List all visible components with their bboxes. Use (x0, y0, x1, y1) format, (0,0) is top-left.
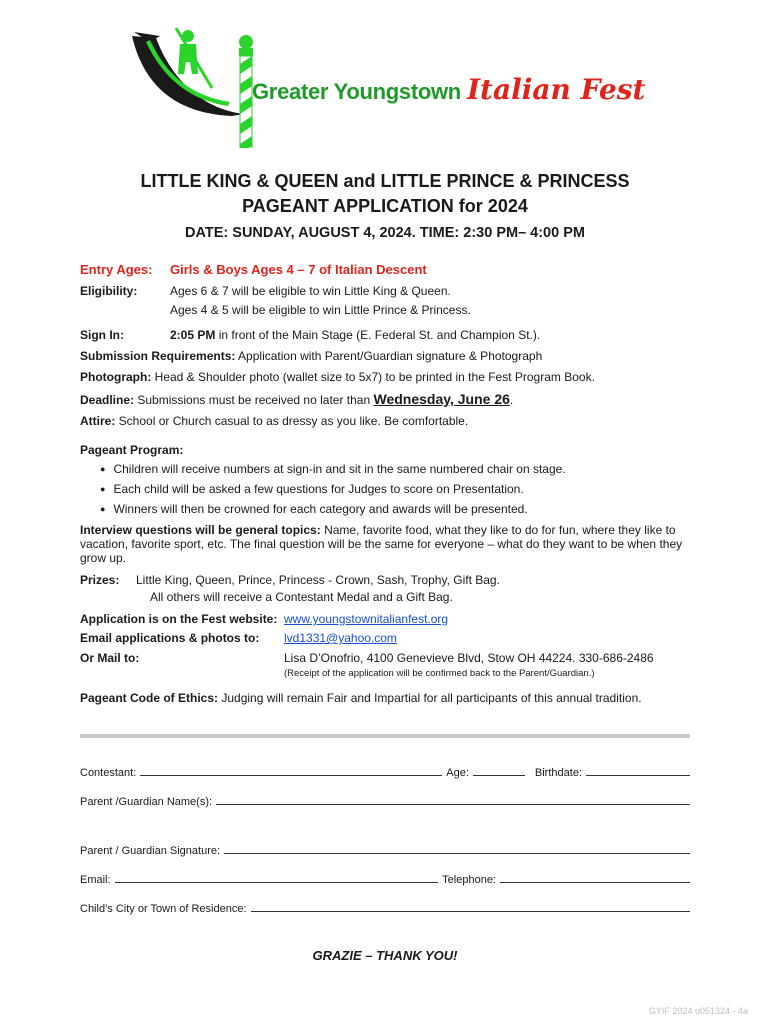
attire-label: Attire: (80, 414, 116, 428)
program-label (80, 443, 183, 457)
submission-value: Application with Parent/Guardian signature & Photograph (235, 349, 543, 363)
email-row (80, 631, 397, 645)
eligibility-line1: Ages 6 & 7 will be eligible to win Little King & Queen. (170, 284, 451, 298)
deadline-end: . (509, 393, 514, 407)
email-label: Email applications & photos to: (80, 631, 260, 645)
prizes-row (80, 573, 500, 587)
program-label-text: Pageant Program: (80, 443, 184, 457)
parent-names-label: Parent /Guardian Name(s): (80, 796, 213, 808)
entry-ages-value: Girls & Boys Ages 4 – 7 of Italian Descent (170, 262, 427, 277)
list-item: ● Each child will be asked a few questions for Judges to score on Presentation. (100, 482, 566, 502)
festival-name-part1: Greater Youngstown (252, 79, 461, 104)
birthdate-input[interactable] (586, 765, 690, 776)
ethics-row (80, 691, 642, 705)
signature-label: Parent / Guardian Signature: (80, 845, 221, 857)
deadline-label: Deadline: (80, 393, 135, 407)
mail-note: (Receipt of the application will be confirmed back to the Parent/Guardian.) (284, 668, 595, 679)
eligibility-line2: Ages 4 & 5 will be eligible to win Little Prince & Princess. (170, 303, 471, 317)
website-label: Application is on the Fest website: (80, 612, 278, 626)
photograph-value: Head & Shoulder photo (wallet size to 5x7) to be printed in the Fest Program Book. (151, 370, 595, 384)
festival-name-part2: Italian Fest (466, 73, 646, 106)
parent-names-row (80, 794, 690, 808)
telephone-label: Telephone: (442, 874, 496, 886)
thank-you: GRAZIE – THANK YOU! (312, 948, 458, 963)
program-list (100, 462, 566, 522)
submission-label: Submission Requirements: (80, 349, 236, 363)
parent-names-input[interactable] (216, 794, 690, 805)
eligibility-label: Eligibility: (80, 284, 138, 298)
birthdate-label: Birthdate: (534, 767, 582, 779)
divider (80, 734, 690, 738)
mail-label: Or Mail to: (80, 651, 140, 665)
city-label: Child’s City or Town of Residence: (80, 903, 247, 915)
prizes-line1: Little King, Queen, Prince, Princess - Crown, Sash, Trophy, Gift Bag. (136, 573, 500, 587)
age-label: Age: (446, 767, 469, 779)
email-link[interactable]: lvd1331@yahoo.com (284, 631, 397, 645)
page-title-line1: LITTLE KING & QUEEN and LITTLE PRINCE & PRINCESS (140, 171, 630, 191)
sign-in-location: in front of the Main Stage (E. Federal St. and Champion St.). (215, 328, 541, 342)
ethics-value: Judging will remain Fair and Impartial for all participants of this annual tradition. (218, 691, 642, 705)
entry-ages-row (80, 262, 427, 277)
website-row (80, 612, 449, 626)
contestant-field-row (80, 765, 690, 779)
email-telephone-row (80, 872, 690, 886)
deadline-row (80, 391, 513, 407)
telephone-input[interactable] (500, 872, 690, 883)
photograph-label: Photograph: (80, 370, 152, 384)
signature-row (80, 843, 690, 857)
footer-code: GYIF 2024 u051324 - 4a (648, 1006, 748, 1016)
page-title-line2: PAGEANT APPLICATION for 2024 (242, 196, 528, 216)
entry-ages-label: Entry Ages: (80, 262, 153, 277)
sign-in-time: 2:05 PM (170, 328, 216, 342)
interview-paragraph (80, 523, 690, 565)
attire-value: School or Church casual to as dressy as you like. Be comfortable. (115, 414, 469, 428)
attire-row (80, 414, 468, 428)
mail-row (80, 651, 654, 665)
submission-row (80, 349, 542, 363)
interview-value: Name, favorite food, what they like to do for fun, where they like to vacation, favorite sport, etc. The final question will be the same for everyone – what do they want to be when they grow up. (80, 523, 683, 565)
list-item: ● Children will receive numbers at sign-in and sit in the same numbered chair on stage. (100, 462, 566, 482)
form-email-label: Email: (80, 874, 111, 886)
deadline-value: Submissions must be received no later than (134, 393, 374, 407)
interview-label: Interview questions will be general topics: (80, 523, 321, 537)
list-item: ● Winners will then be crowned for each category and awards will be presented. (100, 502, 566, 522)
contestant-input[interactable] (140, 765, 442, 776)
contestant-label: Contestant: (80, 767, 137, 779)
mail-address: Lisa D’Onofrio, 4100 Genevieve Blvd, Stow OH 44224. 330-686-2486 (284, 651, 654, 665)
website-link[interactable]: www.youngstownitalianfest.org (284, 612, 449, 626)
sign-in-row (80, 328, 541, 342)
deadline-date: Wednesday, June 26 (373, 391, 510, 407)
eligibility-row (80, 284, 451, 298)
photograph-row (80, 370, 595, 384)
festival-name (252, 73, 646, 106)
age-input[interactable] (473, 765, 525, 776)
event-date: DATE: SUNDAY, AUGUST 4, 2024. TIME: 2:30 PM– 4:00 PM (185, 225, 585, 241)
ethics-label: Pageant Code of Ethics: (80, 691, 219, 705)
city-row (80, 901, 690, 915)
form-email-input[interactable] (115, 872, 439, 883)
city-input[interactable] (251, 901, 690, 912)
prizes-line2: All others will receive a Contestant Medal and a Gift Bag. (150, 590, 453, 604)
signature-input[interactable] (224, 843, 690, 854)
sign-in-label: Sign In: (80, 328, 124, 342)
prizes-label: Prizes: (80, 573, 120, 587)
festival-logo (120, 18, 646, 148)
